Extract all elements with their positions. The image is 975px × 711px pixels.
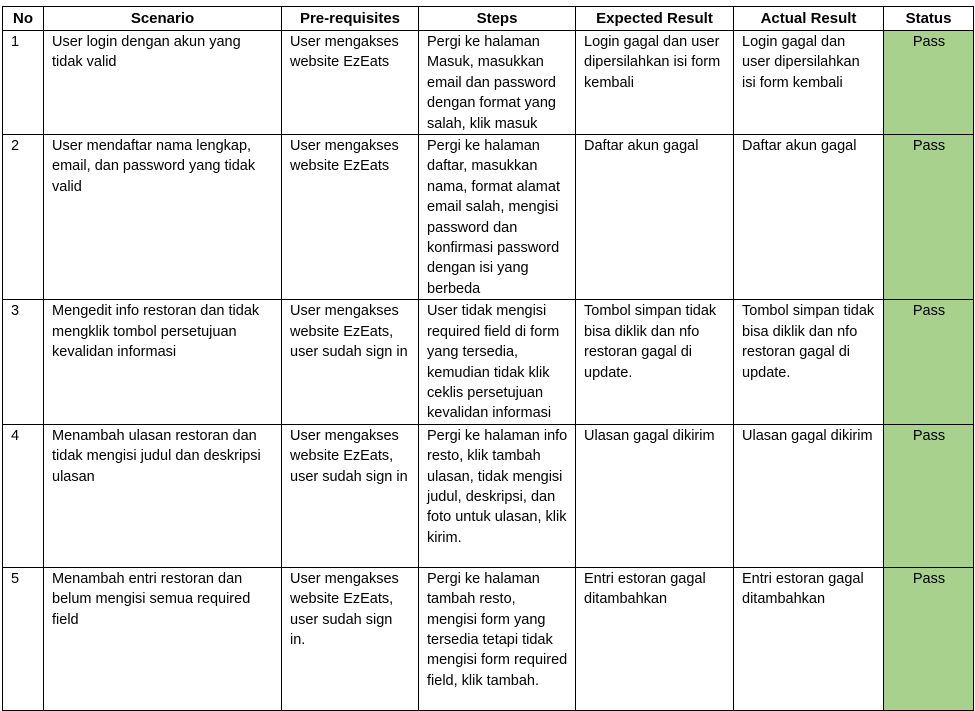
cell-actual: Entri estoran gagal ditambahkan	[734, 567, 884, 710]
cell-expected: Entri estoran gagal ditambahkan	[576, 567, 734, 710]
table-row	[3, 424, 974, 567]
cell-scenario: Mengedit info restoran dan tidak mengklik tombol persetujuan kevalidan informasi	[44, 300, 282, 424]
cell-steps: Pergi ke halaman Masuk, masukkan email dan password dengan format yang salah, klik masuk	[419, 31, 576, 135]
cell-scenario: Menambah entri restoran dan belum mengisi semua required field	[44, 567, 282, 710]
cell-expected: Ulasan gagal dikirim	[576, 424, 734, 567]
table-row	[3, 300, 974, 424]
cell-prerequisites: User mengakses website EzEats	[282, 135, 419, 300]
table-row	[3, 31, 974, 135]
cell-scenario: User mendaftar nama lengkap, email, dan password yang tidak valid	[44, 135, 282, 300]
cell-expected: Daftar akun gagal	[576, 135, 734, 300]
header-row	[3, 7, 974, 31]
status-badge: Pass	[884, 300, 974, 424]
cell-prerequisites: User mengakses website EzEats, user sudah sign in	[282, 424, 419, 567]
cell-actual: Login gagal dan user dipersilahkan isi form kembali	[734, 31, 884, 135]
cell-steps: Pergi ke halaman tambah resto, mengisi form yang tersedia tetapi tidak mengisi form required field, klik tambah.	[419, 567, 576, 710]
header-scenario: Scenario	[44, 7, 282, 31]
header-prerequisites: Pre-requisites	[282, 7, 419, 31]
cell-no: 2	[3, 135, 44, 300]
status-badge: Pass	[884, 135, 974, 300]
header-no: No	[3, 7, 44, 31]
header-steps: Steps	[419, 7, 576, 31]
header-status: Status	[884, 7, 974, 31]
cell-expected: Tombol simpan tidak bisa diklik dan nfo restoran gagal di update.	[576, 300, 734, 424]
cell-expected: Login gagal dan user dipersilahkan isi form kembali	[576, 31, 734, 135]
header-expected-result: Expected Result	[576, 7, 734, 31]
cell-actual: Tombol simpan tidak bisa diklik dan nfo restoran gagal di update.	[734, 300, 884, 424]
status-badge: Pass	[884, 424, 974, 567]
cell-steps: Pergi ke halaman info resto, klik tambah ulasan, tidak mengisi judul, deskripsi, dan foto untuk ulasan, klik kirim.	[419, 424, 576, 567]
header-actual-result: Actual Result	[734, 7, 884, 31]
cell-scenario: Menambah ulasan restoran dan tidak mengisi judul dan deskripsi ulasan	[44, 424, 282, 567]
cell-prerequisites: User mengakses website EzEats, user sudah sign in	[282, 300, 419, 424]
cell-prerequisites: User mengakses website EzEats	[282, 31, 419, 135]
test-case-table	[2, 6, 974, 711]
cell-steps: Pergi ke halaman daftar, masukkan nama, format alamat email salah, mengisi password dan konfirmasi password dengan isi yang berbeda	[419, 135, 576, 300]
cell-no: 5	[3, 567, 44, 710]
cell-no: 3	[3, 300, 44, 424]
cell-no: 4	[3, 424, 44, 567]
cell-prerequisites: User mengakses website EzEats, user sudah sign in.	[282, 567, 419, 710]
cell-no: 1	[3, 31, 44, 135]
cell-actual: Ulasan gagal dikirim	[734, 424, 884, 567]
status-badge: Pass	[884, 31, 974, 135]
cell-scenario: User login dengan akun yang tidak valid	[44, 31, 282, 135]
cell-actual: Daftar akun gagal	[734, 135, 884, 300]
table-row	[3, 567, 974, 710]
table-row	[3, 135, 974, 300]
cell-steps: User tidak mengisi required field di form yang tersedia, kemudian tidak klik ceklis persetujuan kevalidan informasi	[419, 300, 576, 424]
status-badge: Pass	[884, 567, 974, 710]
